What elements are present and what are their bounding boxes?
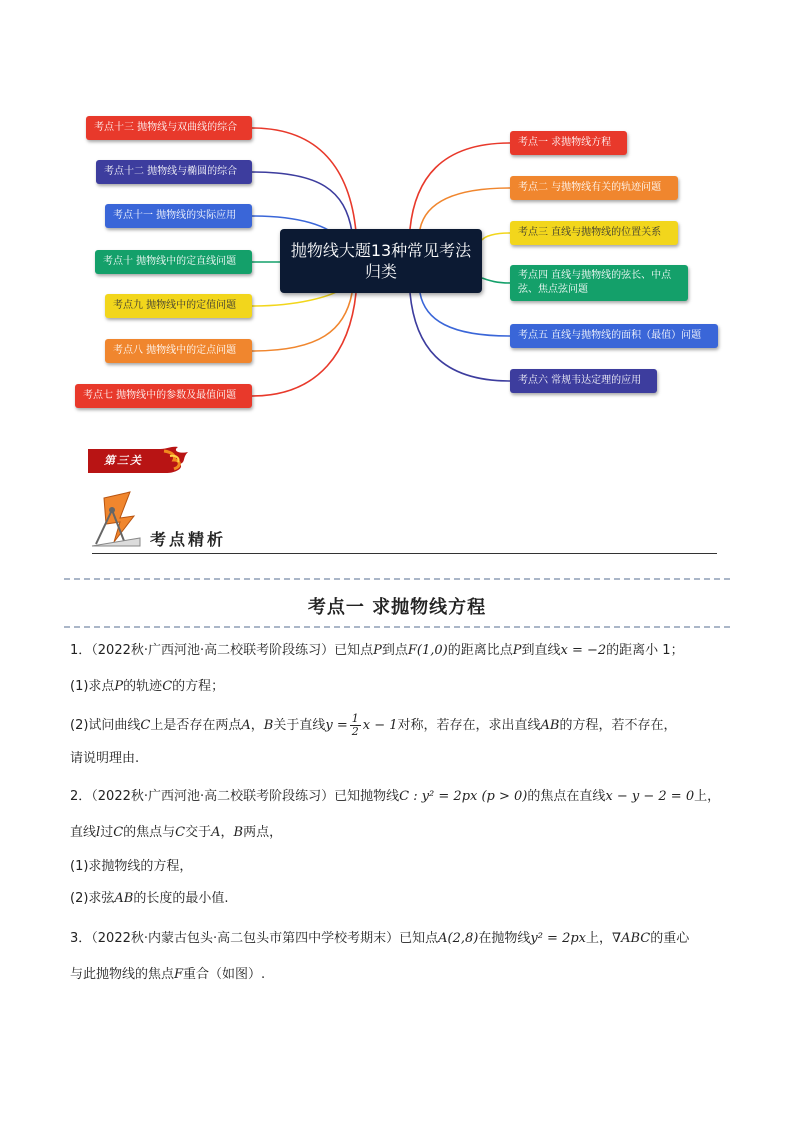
problem-1-line-1: 1．（2022秋·广西河池·高二校联考阶段练习）已知点P到点F(1,0)的距离比点P到直线x = −2的距离小 1； [70,643,684,658]
problem-1-line-3: (2)试问曲线C上是否存在两点A，B关于直线y = $\frac{1}{2}$ x − 1对称，若存在，求出直线AB的方程，若不存在， [70,712,677,738]
dashed-divider-bottom [64,626,730,628]
connector-12 [252,172,352,232]
problem-2-line-1: 2．（2022秋·广西河池·高二校联考阶段练习）已知抛物线C : y² = 2px (p > 0)的焦点在直线x − y − 2 = 0上， [70,789,721,804]
connector-4 [482,278,510,283]
fraction-one-half: $\frac{1}{2}$ [351,712,359,738]
mind-node-1: 考点一 求抛物线方程 [510,131,627,155]
problem-3-line-2: 与此抛物线的焦点F重合（如图）. [70,967,266,982]
problem-1-line-4: 请说明理由. [70,751,140,766]
mind-node-6: 考点六 常规韦达定理的应用 [510,369,657,393]
mind-node-4: 考点四 直线与抛物线的弦长、中点弦、焦点弦问题 [510,265,688,301]
connector-5 [420,293,510,336]
problem-3-line-1: 3．（2022秋·内蒙古包头·高二包头市第四中学校考期末）已知点A(2,8)在抛物线y² = 2px上，∇ABC的重心 [70,931,690,946]
mind-map-center: 抛物线大题13种常见考法归类 [280,229,482,293]
topic-title: 考点一 求抛物线方程 [307,597,487,618]
mind-node-2: 考点二 与抛物线有关的轨迹问题 [510,176,678,200]
section-title: 考点精析 [150,530,227,549]
mind-node-12: 考点十二 抛物线与椭圆的综合 [96,160,252,184]
mind-node-9: 考点九 抛物线中的定值问题 [105,294,252,318]
mind-node-7: 考点七 抛物线中的参数及最值问题 [75,384,252,408]
connector-3 [482,233,510,240]
problem-2-line-2: 直线l过C的焦点与C交于A，B两点， [70,825,283,840]
section-divider [92,553,717,554]
problem-2-line-3: (1)求抛物线的方程， [70,859,193,874]
connector-2 [420,188,510,229]
dashed-divider-top [64,578,730,580]
problem-2-line-4: (2)求弦AB的长度的最小值. [70,891,229,906]
level-badge-label: 第三关 [104,454,143,467]
mind-node-13: 考点十三 抛物线与双曲线的综合 [86,116,252,140]
mind-map [0,0,794,420]
mind-node-5: 考点五 直线与抛物线的面积（最值）问题 [510,324,718,348]
mind-node-11: 考点十一 抛物线的实际应用 [105,204,252,228]
mind-node-8: 考点八 抛物线中的定点问题 [105,339,252,363]
ruler-compass-icon [90,490,146,550]
mind-node-3: 考点三 直线与抛物线的位置关系 [510,221,678,245]
mind-node-10: 考点十 抛物线中的定直线问题 [95,250,252,274]
problem-1-line-2: (1)求点P的轨迹C的方程； [70,679,225,694]
